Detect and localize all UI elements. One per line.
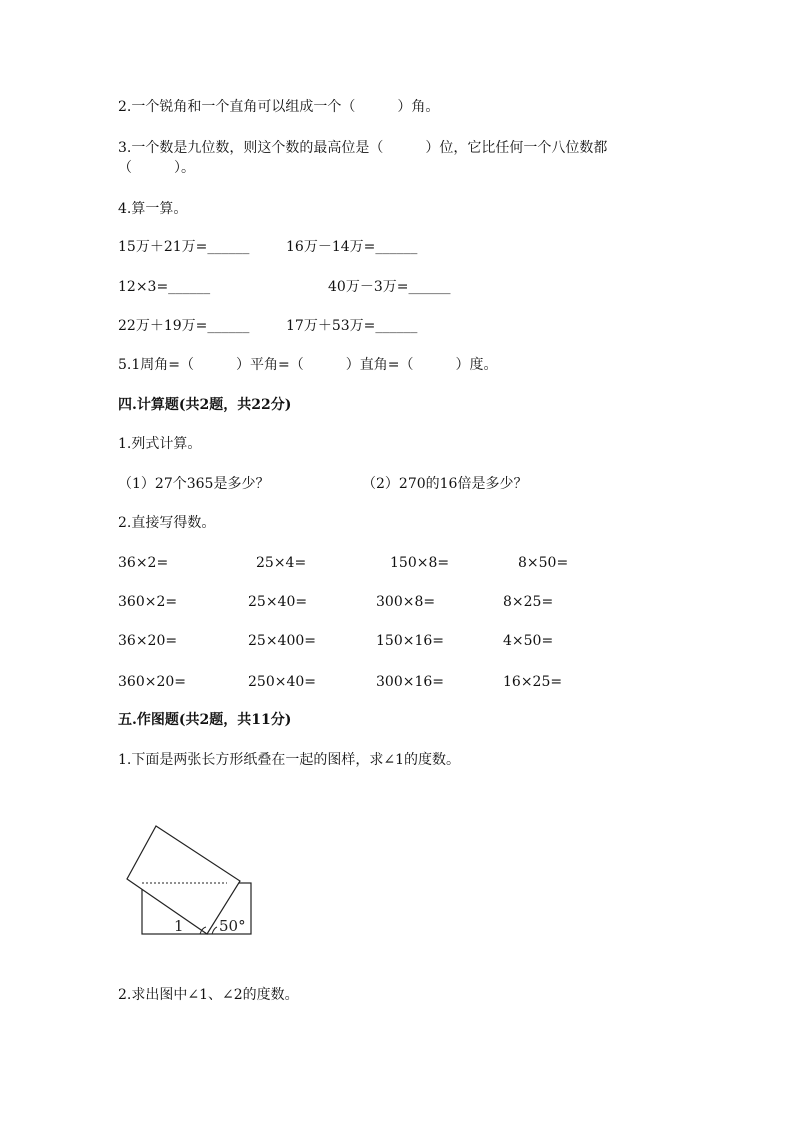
s5-q2: 2.求出图中∠1、∠2的度数。 bbox=[118, 987, 299, 1003]
s4-q1-item: （2）270的16倍是多少？ bbox=[362, 476, 528, 492]
calc-cell: 300×8= bbox=[376, 594, 436, 610]
calc-cell: 16×25= bbox=[503, 674, 563, 690]
q4-item: 17万＋53万=______ bbox=[286, 318, 418, 334]
q4-item: 22万＋19万=______ bbox=[118, 318, 250, 334]
question-4-title: 4.算一算。 bbox=[118, 201, 188, 217]
angle-1-label: 1 bbox=[174, 917, 184, 935]
s4-q1-item: （1）27个365是多少？ bbox=[118, 476, 270, 492]
angle-50-label: 50° bbox=[219, 917, 246, 935]
question-3-line-1: 3.一个数是九位数，则这个数的最高位是（ ）位，它比任何一个八位数都 bbox=[118, 140, 608, 156]
calc-cell: 25×400= bbox=[248, 633, 316, 649]
q4-item: 16万－14万=______ bbox=[286, 239, 418, 255]
calc-cell: 25×4= bbox=[256, 555, 307, 571]
calc-cell: 8×50= bbox=[518, 555, 569, 571]
question-5: 5.1周角=（ ）平角=（ ）直角=（ ）度。 bbox=[118, 357, 498, 373]
section-4-title: 四.计算题(共2题，共22分) bbox=[118, 397, 292, 413]
calc-cell: 36×20= bbox=[118, 633, 178, 649]
s4-q2-title: 2.直接写得数。 bbox=[118, 515, 216, 531]
q4-item: 40万－3万=______ bbox=[328, 279, 451, 295]
angle-arc bbox=[212, 927, 217, 934]
overlapping-rectangles-figure bbox=[120, 822, 260, 940]
q4-item: 15万＋21万=______ bbox=[118, 239, 250, 255]
calc-cell: 150×16= bbox=[376, 633, 444, 649]
s4-q1-title: 1.列式计算。 bbox=[118, 436, 202, 452]
calc-cell: 4×50= bbox=[503, 633, 554, 649]
question-3-line-2: （ ）。 bbox=[118, 160, 195, 176]
q4-item: 12×3=______ bbox=[118, 279, 211, 295]
s5-q1: 1.下面是两张长方形纸叠在一起的图样，求∠1的度数。 bbox=[118, 752, 460, 768]
section-5-title: 五.作图题(共2题，共11分) bbox=[118, 712, 292, 728]
calc-cell: 8×25= bbox=[503, 594, 554, 610]
calc-cell: 360×2= bbox=[118, 594, 178, 610]
calc-cell: 36×2= bbox=[118, 555, 169, 571]
calc-cell: 150×8= bbox=[390, 555, 450, 571]
calc-cell: 25×40= bbox=[248, 594, 308, 610]
calc-cell: 360×20= bbox=[118, 674, 186, 690]
calc-cell: 250×40= bbox=[248, 674, 316, 690]
calc-cell: 300×16= bbox=[376, 674, 444, 690]
question-2: 2.一个锐角和一个直角可以组成一个（ ）角。 bbox=[118, 99, 440, 115]
